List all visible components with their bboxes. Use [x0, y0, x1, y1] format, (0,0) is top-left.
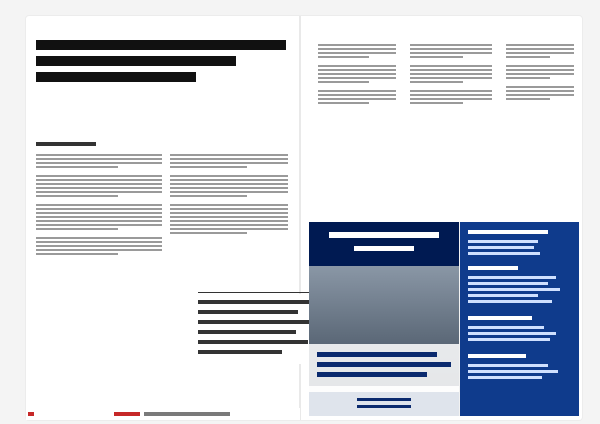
- article-title: [36, 36, 296, 66]
- page-number: [28, 412, 34, 416]
- ad-contact: [309, 392, 459, 416]
- ad-slogan: [309, 344, 459, 396]
- right-column-3: [506, 44, 574, 102]
- magazine-name: [114, 412, 140, 416]
- left-column-2: [170, 154, 288, 236]
- right-column-1: [318, 44, 396, 106]
- ad-member-list: [460, 222, 579, 416]
- right-column-2: [410, 44, 492, 106]
- pullquote: [198, 294, 324, 364]
- ad-header: [309, 222, 459, 266]
- advertisement: [309, 222, 579, 416]
- pullquote-rule: [198, 292, 316, 293]
- article-dateline: [36, 142, 96, 146]
- left-column-1: [36, 154, 162, 257]
- magazine-issue: [144, 412, 230, 416]
